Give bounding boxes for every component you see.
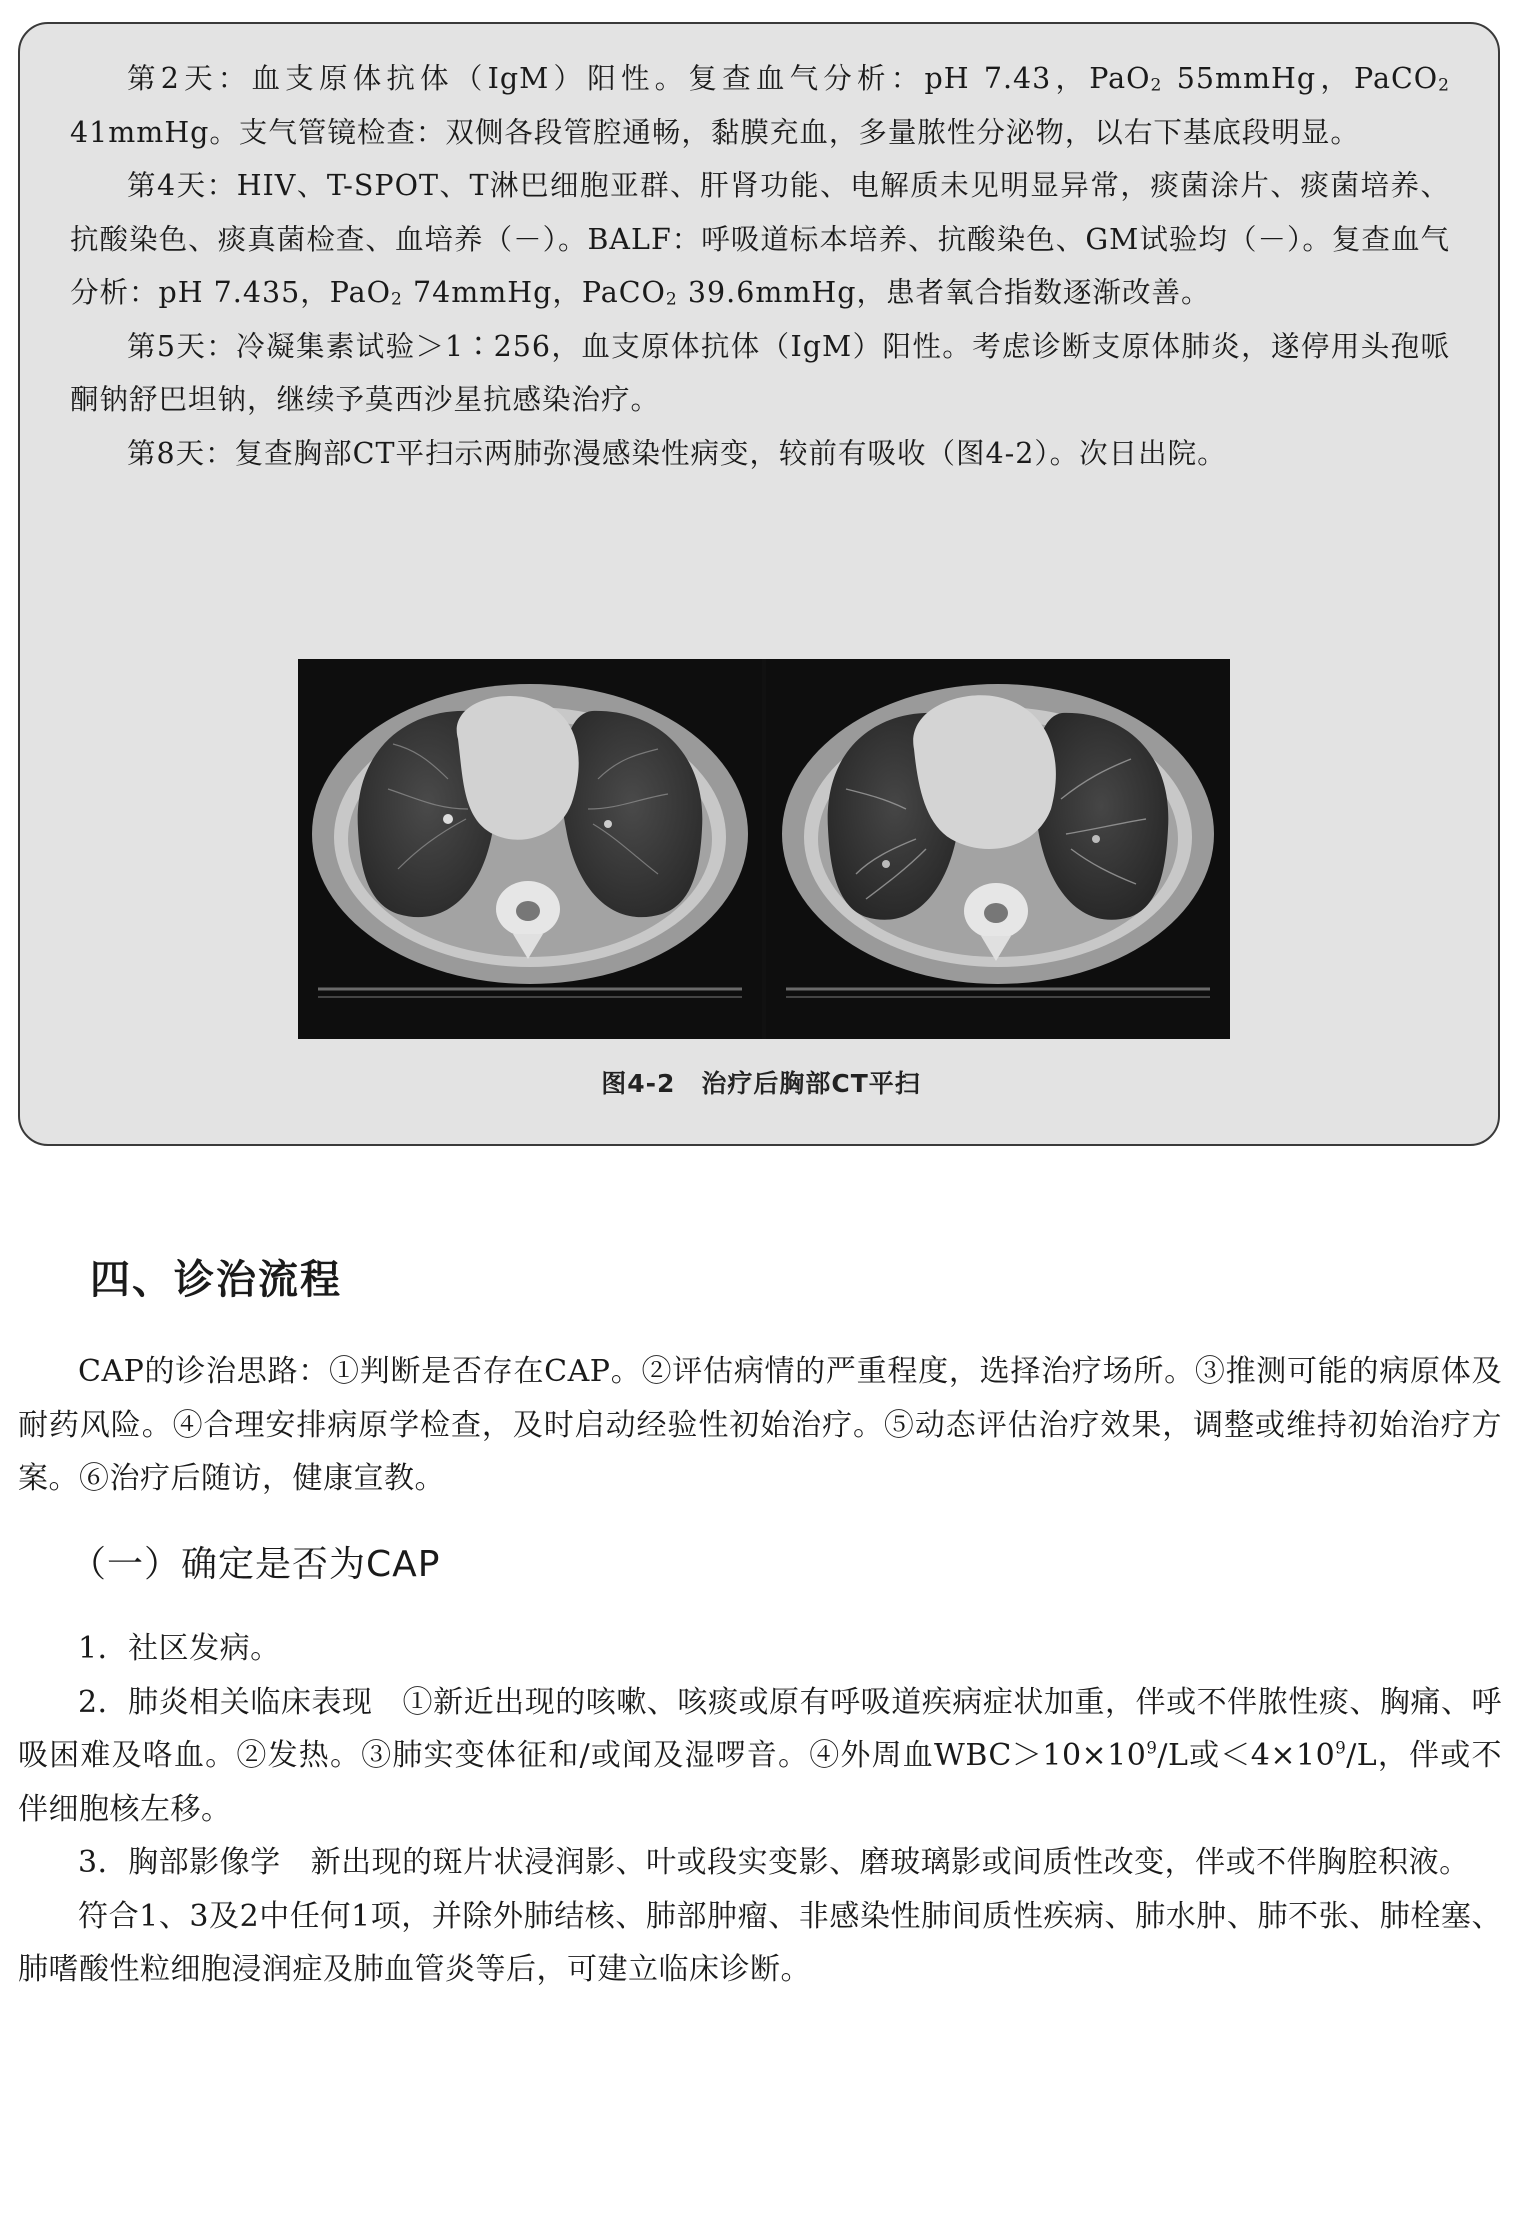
criteria-conclusion: 符合1、3及2中任何1项，并除外肺结核、肺部肿瘤、非感染性肺间质性疾病、肺水肿、肺不张、肺栓塞、肺嗜酸性粒细胞浸润症及肺血管炎等后，可建立临床诊断。 <box>18 1898 1502 1987</box>
case-text <box>70 52 1450 480</box>
case-day2-paragraph: 第2天：血支原体抗体（IgM）阳性。复查血气分析：pH 7.43，PaO$_2$ 55mmHg，PaCO$_2$ 41mmHg。支气管镜检查：双侧各段管腔通畅，黏膜充血，多量脓性分泌物，以右下基底段明显。 <box>70 62 1451 149</box>
figure-caption <box>20 1064 1502 1100</box>
section-title: 四、诊治流程 <box>90 1257 342 1303</box>
case-box <box>18 22 1500 1146</box>
case-day8-paragraph: 第8天：复查胸部CT平扫示两肺弥漫感染性病变，较前有吸收（图4-2）。次日出院。 <box>127 436 1227 470</box>
case-day5-paragraph: 第5天：冷凝集素试验＞1∶256，血支原体抗体（IgM）阳性。考虑诊断支原体肺炎，遂停用头孢哌酮钠舒巴坦钠，继续予莫西沙星抗感染治疗。 <box>70 329 1450 416</box>
criteria-item-1: 1．社区发病。 <box>78 1631 281 1666</box>
ct-figure <box>298 659 1230 1039</box>
figure-number: 图4-2 <box>601 1069 676 1098</box>
intro-text <box>18 1345 1502 1506</box>
ct-scan-left-graphic <box>298 659 762 1039</box>
ct-image-left <box>298 659 762 1039</box>
criteria-item-3: 3．胸部影像学 新出现的斑片状浸润影、叶或段实变影、磨玻璃影或间质性改变，伴或不伴胸腔积液。 <box>78 1845 1470 1880</box>
subsection-title: （一）确定是否为CAP <box>70 1544 441 1585</box>
intro-paragraph: CAP的诊治思路：①判断是否存在CAP。②评估病情的严重程度，选择治疗场所。③推测可能的病原体及耐药风险。④合理安排病原学检查，及时启动经验性初始治疗。⑤动态评估治疗效果，调整或维持初始治疗方案。⑥治疗后随访，健康宣教。 <box>18 1354 1502 1496</box>
criteria-item-2: 2．肺炎相关临床表现 ①新近出现的咳嗽、咳痰或原有呼吸道疾病症状加重，伴或不伴脓性痰、胸痛、呼吸困难及咯血。②发热。③肺实变体征和/或闻及湿啰音。④外周血$WBC>10\times 10^9/L$或$<4\times 10^9/L$，伴或不伴细胞核左移。 <box>18 1684 1503 1827</box>
figure-caption-text: 治疗后胸部CT平扫 <box>701 1069 921 1098</box>
criteria-text <box>18 1622 1502 1997</box>
ct-scan-right-graphic <box>766 659 1230 1039</box>
case-day4-paragraph: 第4天：HIV、T-SPOT、T淋巴细胞亚群、肝肾功能、电解质未见明显异常，痰菌涂片、痰菌培养、抗酸染色、痰真菌检查、血培养（－）。BALF：呼吸道标本培养、抗酸染色、GM试验均（－）。复查血气分析：pH 7.435，PaO$_2$ 74mmHg，PaCO$_2$ 39.6mmHg，患者氧合指数逐渐改善。 <box>70 169 1450 310</box>
ct-image-right <box>766 659 1230 1039</box>
